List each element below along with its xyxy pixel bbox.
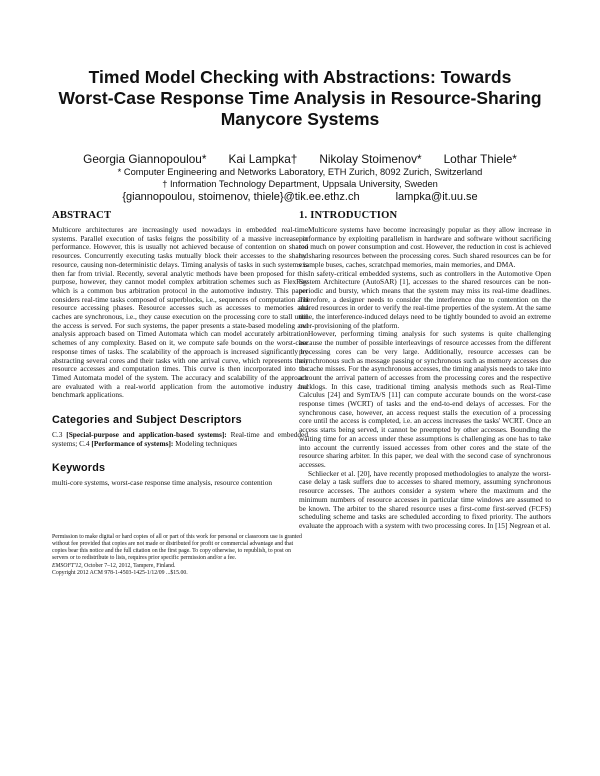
abstract-text: Multicore architectures are increasingly used nowadays in embedded real-time systems. Parallel execution of tasks feigns the possibility of a massive increase in performance. However, this is usually not achieved because of contention on shared resources. Concurrently executing tasks mutually block their accesses to the shared resource, causing non-deterministic delays. Timing analysis of tasks in such systems is then far from trivial. Recently, several analytic methods have been proposed for this purpose, however, they cannot model complex arbitration schemes such as FlexRay which is a common bus arbitration protocol in the automotive industry. This paper considers real-time tasks composed of superblocks, i.e., sequences of computation and resource accessing phases. Resource accesses such as accesses to memories and caches are synchronous, i.e., they cause execution on the processing core to stall until the access is served. For such systems, the paper presents a state-based modeling and analysis approach based on Timed Automata which can model accurately arbitration schemes of any complexity. Based on it, we compute safe bounds on the worst-case response times of tasks. The scalability of the approach is increased significantly by abstracting several cores and their tasks with one arrival curve, which represents their resource accesses and computation times. This curve is then incorporated into the Timed Automata model of the system. The accuracy and scalability of the approach are evaluated with a real-world application from the automotive industry and benchmark applications. bbox=[52, 225, 308, 400]
categories-text bbox=[52, 431, 308, 448]
venue-name: EMSOFT'12, bbox=[52, 562, 83, 569]
intro-paragraph-4: Schliecker et al. [20], have recently proposed methodologies to analyze the worst-case delay a task suffers due to accesses to shared memory, assuming synchronous resource accesses. The authors consider a system where the maximum and the minimum numbers of resource accesses in particular time windows are assumed to be known. The arbiter to the shared resource uses a first-come first-served (FCFS) scheduling scheme and tasks are scheduled according to fixed priority. The authors evaluate the approach with a system with two processing cores. In [15] Negrean et al. bbox=[299, 468, 551, 530]
left-column bbox=[52, 210, 308, 577]
keywords-text: multi-core systems, worst-case response time analysis, resource contention bbox=[52, 478, 273, 488]
venue-line bbox=[52, 563, 308, 570]
author-name: Lothar Thiele* bbox=[443, 152, 517, 166]
category-code: C.4 bbox=[79, 438, 90, 448]
intro-paragraph-1: Multicore systems have become increasingly popular as they allow increase in performance by exploiting parallelism in hardware and software without sacrificing too much on power consumption and cost. However, the reduction in cost is achieved by sharing resources between the processing cores. Such shared resources can be for example buses, caches, scratchpad memories, main memories, and DMA. bbox=[299, 225, 551, 269]
affiliation-eth: * Computer Engineering and Networks Laboratory, ETH Zurich, 8092 Zurich, Switzerland bbox=[117, 167, 483, 177]
keywords-heading: Keywords bbox=[52, 462, 106, 475]
author-emails bbox=[40, 191, 560, 203]
category-detail: Real-time and embedded systems; bbox=[52, 430, 308, 448]
venue-details: October 7–12, 2012, Tampere, Finland. bbox=[84, 562, 176, 569]
category-title: [Performance of systems]: bbox=[91, 438, 174, 448]
affiliation-uppsala: † Information Technology Department, Uppsala University, Sweden bbox=[162, 179, 438, 189]
abstract-heading: ABSTRACT bbox=[52, 210, 112, 221]
right-column bbox=[299, 210, 551, 531]
paper-title bbox=[40, 67, 560, 130]
permission-notice: Permission to make digital or hard copies of all or part of this work for personal or classroom use is granted without fee provided that copies are not made or distributed for profit or commercial advantage and that copies bear this notice and the full citation on the first page. To copy otherwise, to republish, to post on servers or to redistribute to lists, requires prior specific permission and/or a fee. bbox=[52, 534, 302, 562]
title-line-1: Timed Model Checking with Abstractions: Towards bbox=[88, 67, 512, 87]
title-line-3: Manycore Systems bbox=[220, 109, 380, 129]
category-detail: Modeling techniques bbox=[175, 438, 238, 448]
author-name: Nikolay Stoimenov* bbox=[319, 152, 422, 166]
title-line-2: Worst-Case Response Time Analysis in Resource-Sharing bbox=[58, 88, 542, 108]
email-uppsala: lampka@it.uu.se bbox=[395, 191, 478, 203]
copyright-line: Copyright 2012 ACM 978-1-4503-1425-1/12/09 ...$15.00. bbox=[52, 569, 188, 576]
intro-paragraph-2: In safety-critical embedded systems, such as controllers in the Automotive Open System Architecture (AutoSAR) [1], accesses to the shared resources can be non-periodic and bursty, which means that the system may miss its real-time deadlines. Therefore, a designer needs to consider the interference due to contention on the shared resources in order to verify the real-time properties of the system. At the same time, the interference-induced delays need to be tightly bounded to avoid an extreme over-provisioning of the platform. bbox=[299, 268, 551, 330]
category-code: C.3 bbox=[52, 430, 63, 440]
intro-paragraph-3: However, performing timing analysis for such systems is quite challenging because the number of possible interleavings of resource accesses from the different processing cores can be very large. Additionally, resource accesses can be asynchronous such as message passing or synchronous such as memory accesses due to cache misses. For the asynchronous accesses, the timing analysis needs to take into account the arrival pattern of accesses from the processing cores and the respective backlogs. In this case, traditional timing analysis methods such as Real-Time Calculus [24] and SymTA/S [11] can compute accurate bounds on the worst-case response times (WCRT) of tasks and the end-to-end delays of accesses. For the synchronous case, however, an access request stalls the execution of a processing core until the access is completed, i.e. an access increases the tasks' WCRT. Once an access starts being served, it cannot be preempted by other accesses. Bounding the waiting time for an access under these assumptions is challenging as one has to take into account the currently issued accesses from other cores and the state of the resource sharing arbiter. In this paper, we deal with the second case of synchronous accesses. bbox=[299, 329, 551, 469]
category-title: [Special-purpose and application-based systems]: bbox=[66, 430, 227, 440]
email-eth: {giannopoulou, stoimenov, thiele}@tik.ee.ethz.ch bbox=[122, 191, 360, 203]
categories-heading: Categories and Subject Descriptors bbox=[52, 414, 242, 427]
author-list bbox=[40, 152, 560, 166]
author-name: Kai Lampka† bbox=[228, 152, 298, 166]
introduction-heading: 1. INTRODUCTION bbox=[299, 210, 398, 221]
author-name: Georgia Giannopoulou* bbox=[83, 152, 207, 166]
